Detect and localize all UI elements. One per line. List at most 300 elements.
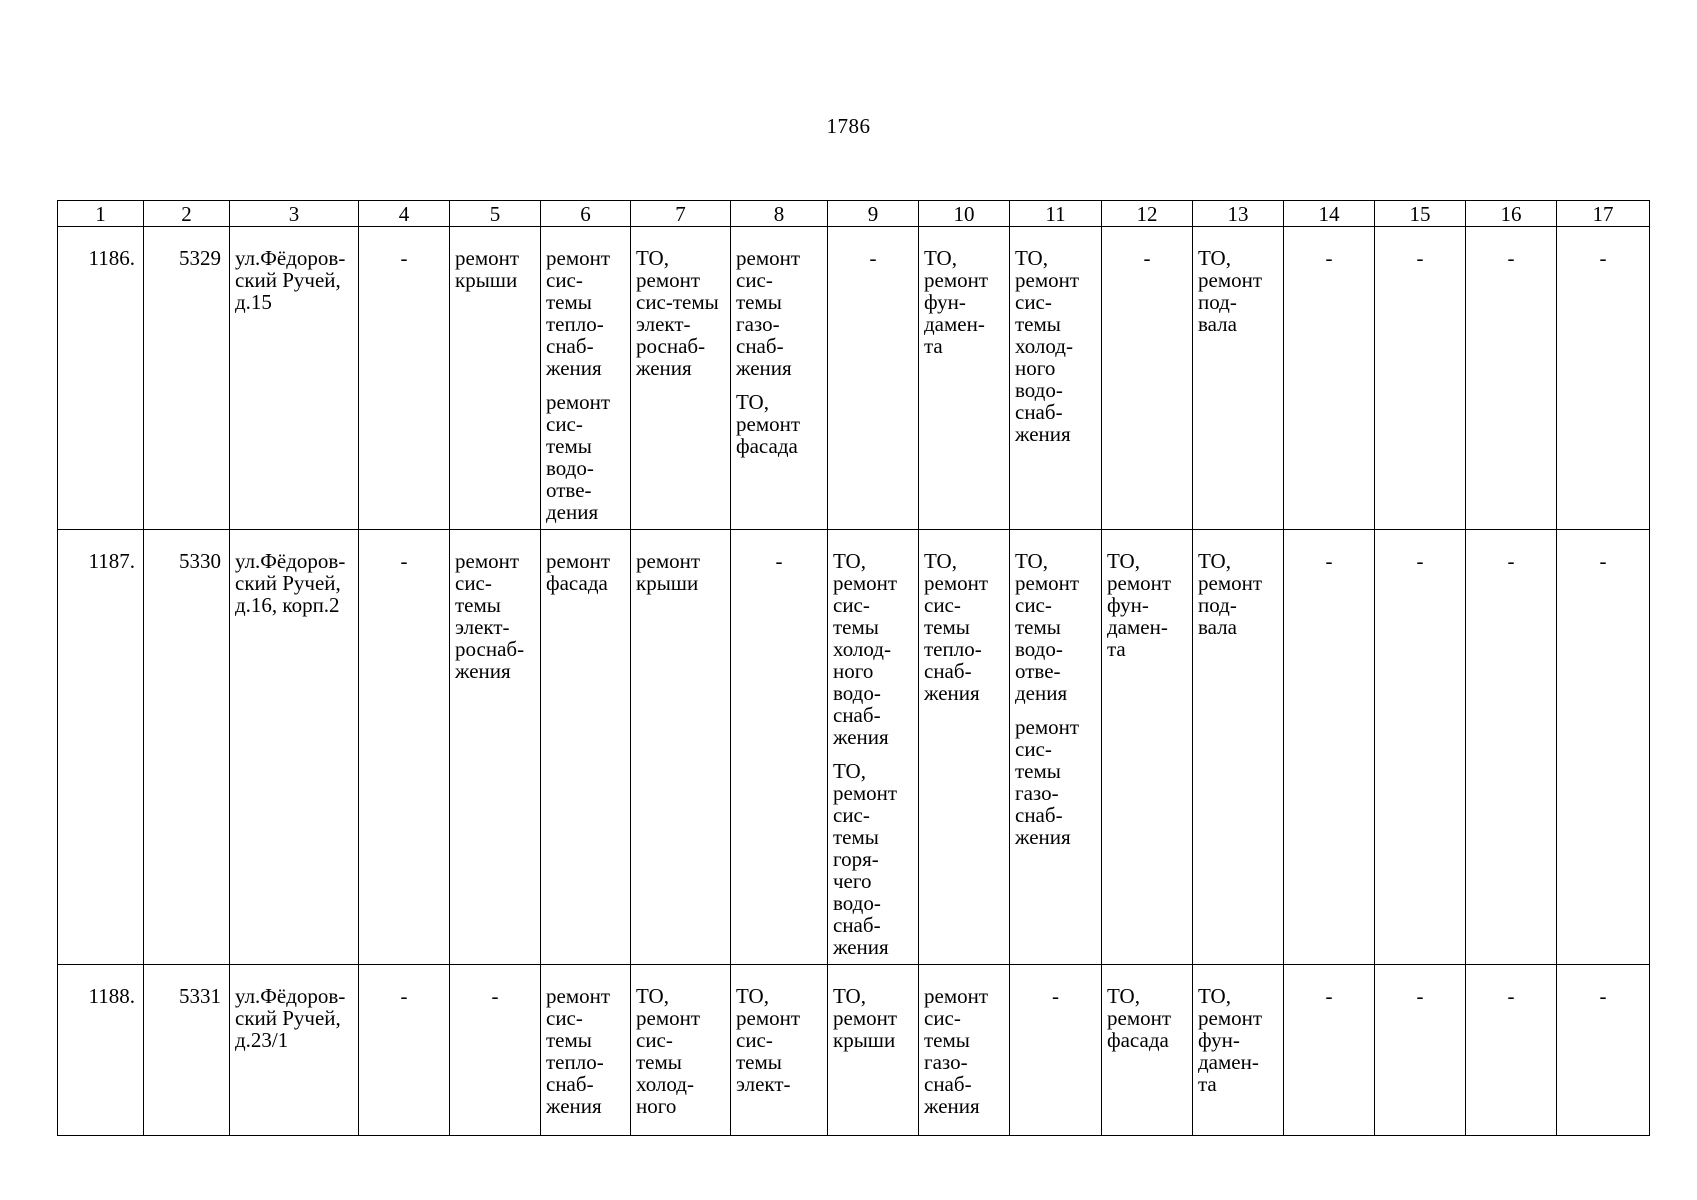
cell-text-line: ТО, (736, 390, 769, 414)
cell-text-line: д.16, корп.2 (235, 593, 340, 617)
cell-text-line: ТО, (636, 246, 669, 270)
cell-entry (450, 985, 540, 1007)
table-cell (919, 227, 1010, 530)
table-cell (1375, 965, 1466, 1136)
cell-text-line: - (400, 549, 408, 573)
cell-text-line: - (869, 246, 877, 270)
cell-entry (63, 985, 135, 1007)
table-cell (1375, 530, 1466, 965)
cell-text-line: ремонт (546, 390, 611, 414)
table-cell (1557, 965, 1650, 1136)
cell-text-line: снаб- (546, 1072, 594, 1096)
table-cell (1284, 227, 1375, 530)
cell-text-line: - (1599, 246, 1607, 270)
cell-text-line: снаб- (1015, 400, 1063, 424)
cell-entry (833, 550, 914, 748)
cell-text-line: снаб- (924, 659, 972, 683)
cell-text-line: водо- (1015, 378, 1063, 402)
cell-text-line: водо- (546, 456, 594, 480)
cell-text-line: темы (1015, 615, 1061, 639)
cell-text-line: сис- (1015, 290, 1052, 314)
cell-text-line: дамен- (1198, 1050, 1259, 1074)
cell-text-line: газо- (736, 312, 780, 336)
cell-text-line: дамен- (924, 312, 985, 336)
cell-text-line: сис- (924, 1006, 961, 1030)
cell-entry (546, 985, 626, 1117)
table-cell (1102, 530, 1193, 965)
column-number: 14 (1284, 201, 1375, 227)
cell-entry (924, 550, 1005, 704)
cell-text-line: ТО, (1198, 549, 1231, 573)
cell-text-line: ремонт (455, 549, 520, 573)
cell-text-line: 1188. (88, 984, 135, 1008)
table-cell (1375, 227, 1466, 530)
cell-entry (235, 247, 354, 313)
cell-entry (359, 550, 449, 572)
table-cell (731, 530, 828, 965)
cell-text-line: - (1325, 246, 1333, 270)
cell-entry (1466, 550, 1556, 572)
cell-text-line: - (400, 246, 408, 270)
table-cell (1284, 965, 1375, 1136)
cell-text-line: водо- (833, 891, 881, 915)
column-number: 16 (1466, 201, 1557, 227)
cell-text-line: темы (1015, 759, 1061, 783)
cell-text-line: тепло- (924, 637, 982, 661)
column-number: 2 (144, 201, 230, 227)
cell-text-line: - (1325, 984, 1333, 1008)
cell-text-line: ский Ручей, (235, 268, 341, 292)
cell-text-line: отве- (1015, 659, 1061, 683)
column-number: 9 (828, 201, 919, 227)
cell-text-line: ТО, (1198, 984, 1231, 1008)
table-cell (828, 530, 919, 965)
cell-entry (1015, 247, 1097, 445)
cell-text-line: - (1599, 549, 1607, 573)
cell-entry (1466, 985, 1556, 1007)
cell-text-line: дения (1015, 681, 1068, 705)
cell-text-line: сис- (636, 1028, 673, 1052)
cell-text-line: снаб- (736, 334, 784, 358)
table-cell (1102, 965, 1193, 1136)
cell-text-line: - (400, 984, 408, 1008)
cell-entry (731, 550, 827, 572)
page-number: 1786 (826, 114, 871, 138)
cell-text-line: снаб- (1015, 803, 1063, 827)
cell-text-line: под- (1198, 593, 1237, 617)
cell-text-line: вала (1198, 615, 1237, 639)
cell-text-line: вала (1198, 312, 1237, 336)
table-cell (359, 965, 450, 1136)
table-cell (58, 530, 144, 965)
cell-text-line: крыши (636, 571, 699, 595)
cell-text-line: дения (546, 500, 599, 524)
cell-entry (359, 985, 449, 1007)
cell-text-line: ремонт (1015, 268, 1080, 292)
cell-entry (63, 550, 135, 572)
cell-text-line: - (491, 984, 499, 1008)
cell-text-line: - (1507, 246, 1515, 270)
cell-text-line: крыши (833, 1028, 896, 1052)
cell-text-line: ремонт (546, 246, 611, 270)
column-number: 4 (359, 201, 450, 227)
cell-entry (636, 247, 726, 379)
cell-text-line: ного (636, 1094, 677, 1118)
column-number: 5 (450, 201, 541, 227)
cell-entry (1198, 985, 1279, 1095)
cell-text-line: ремонт (1198, 268, 1263, 292)
table-cell (631, 965, 731, 1136)
cell-text-line: - (1416, 246, 1424, 270)
cell-entry (828, 247, 918, 269)
cell-text-line: фасада (1107, 1028, 1169, 1052)
cell-text-line: - (775, 549, 783, 573)
column-number: 12 (1102, 201, 1193, 227)
table-cell (1284, 530, 1375, 965)
cell-entry (149, 247, 221, 269)
cell-text-line: ремонт (1198, 1006, 1263, 1030)
cell-text-line: под- (1198, 290, 1237, 314)
cell-text-line: ремонт (924, 984, 989, 1008)
cell-text-line: роснаб- (455, 637, 525, 661)
cell-entry (1375, 247, 1465, 269)
table-cell (731, 227, 828, 530)
cell-text-line: жения (833, 725, 889, 749)
cell-text-line: ТО, (1198, 246, 1231, 270)
table-row (58, 965, 1650, 1136)
cell-text-line: жения (924, 681, 980, 705)
cell-entry (1284, 550, 1374, 572)
cell-text-line: темы (924, 1028, 970, 1052)
table-cell (144, 227, 230, 530)
table-cell (450, 965, 541, 1136)
column-number: 8 (731, 201, 828, 227)
table-cell (919, 965, 1010, 1136)
table-cell (58, 965, 144, 1136)
table-cell (359, 530, 450, 965)
cell-entry (1557, 247, 1649, 269)
cell-text-line: жения (736, 356, 792, 380)
table-cell (450, 227, 541, 530)
table-cell (1466, 227, 1557, 530)
cell-text-line: сис- (833, 593, 870, 617)
cell-text-line: жения (455, 659, 511, 683)
cell-text-line: снаб- (546, 334, 594, 358)
cell-text-line: сис- (546, 268, 583, 292)
cell-text-line: та (1198, 1072, 1217, 1096)
table-cell (1466, 965, 1557, 1136)
column-number: 13 (1193, 201, 1284, 227)
cell-text-line: снаб- (833, 913, 881, 937)
cell-text-line: ремонт (736, 1006, 801, 1030)
cell-text-line: 5329 (179, 246, 221, 270)
cell-entry (1557, 985, 1649, 1007)
table-cell (1010, 227, 1102, 530)
cell-text-line: ремонт (1107, 571, 1172, 595)
column-number-row (58, 201, 1650, 227)
cell-text-line: ТО, (1015, 549, 1048, 573)
cell-text-line: ремонт (636, 1006, 701, 1030)
cell-text-line: ного (1015, 356, 1056, 380)
cell-text-line: фасада (546, 571, 608, 595)
cell-text-line: ский Ручей, (235, 571, 341, 595)
table-cell (58, 227, 144, 530)
cell-entry (1198, 247, 1279, 335)
cell-text-line: - (1416, 549, 1424, 573)
table-row (58, 530, 1650, 965)
cell-text-line: темы (546, 290, 592, 314)
cell-text-line: ремонт (636, 268, 701, 292)
column-number: 15 (1375, 201, 1466, 227)
table-cell (1010, 530, 1102, 965)
cell-text-line: 5330 (179, 549, 221, 573)
cell-text-line: - (1143, 246, 1151, 270)
cell-text-line: ТО, (736, 984, 769, 1008)
cell-text-line: 5331 (179, 984, 221, 1008)
column-number: 6 (541, 201, 631, 227)
column-number: 17 (1557, 201, 1650, 227)
column-number: 7 (631, 201, 731, 227)
cell-text-line: д.15 (235, 290, 272, 314)
cell-text-line: - (1507, 549, 1515, 573)
cell-text-line: ул.Фёдоров- (235, 984, 346, 1008)
cell-entry (546, 550, 626, 594)
cell-text-line: 1187. (88, 549, 135, 573)
cell-text-line: ремонт (924, 268, 989, 292)
cell-text-line: ремонт (924, 571, 989, 595)
cell-entry (924, 985, 1005, 1117)
cell-text-line: жения (924, 1094, 980, 1118)
cell-text-line: темы (455, 593, 501, 617)
cell-text-line: газо- (924, 1050, 968, 1074)
cell-text-line: сис- (546, 412, 583, 436)
cell-text-line: холод- (833, 637, 891, 661)
column-number: 1 (58, 201, 144, 227)
cell-text-line: сис- (924, 593, 961, 617)
cell-text-line: сис- (1015, 737, 1052, 761)
cell-text-line: элект- (455, 615, 510, 639)
cell-text-line: тепло- (546, 312, 604, 336)
cell-entry (235, 550, 354, 616)
cell-text-line: жения (1015, 825, 1071, 849)
cell-text-line: водо- (1015, 637, 1063, 661)
cell-text-line: ремонт (1015, 715, 1080, 739)
cell-text-line: сис- (1015, 593, 1052, 617)
table-cell (230, 530, 359, 965)
cell-entry (359, 247, 449, 269)
cell-text-line: жения (546, 356, 602, 380)
cell-text-line: ТО, (833, 549, 866, 573)
table-cell (1557, 227, 1650, 530)
cell-text-line: фун- (1198, 1028, 1240, 1052)
cell-text-line: газо- (1015, 781, 1059, 805)
cell-entry (149, 550, 221, 572)
cell-text-line: снаб- (924, 1072, 972, 1096)
table-cell (144, 530, 230, 965)
cell-entry (149, 985, 221, 1007)
cell-text-line: ремонт (1107, 1006, 1172, 1030)
cell-text-line: водо- (833, 681, 881, 705)
cell-entry (1107, 550, 1188, 660)
cell-text-line: ул.Фёдоров- (235, 246, 346, 270)
cell-entry (833, 985, 914, 1051)
cell-entry (1466, 247, 1556, 269)
cell-entry (1557, 550, 1649, 572)
cell-text-line: та (1107, 637, 1126, 661)
cell-text-line: ул.Фёдоров- (235, 549, 346, 573)
table-cell (1557, 530, 1650, 965)
cell-text-line: темы (546, 434, 592, 458)
cell-text-line: ТО, (636, 984, 669, 1008)
cell-text-line: снаб- (833, 703, 881, 727)
cell-text-line: темы (833, 825, 879, 849)
cell-entry (1375, 985, 1465, 1007)
cell-text-line: ремонт (1015, 571, 1080, 595)
cell-text-line: ский Ручей, (235, 1006, 341, 1030)
cell-text-line: элект- (636, 312, 691, 336)
table-cell (450, 530, 541, 965)
cell-text-line: горя- (833, 847, 879, 871)
cell-text-line: - (1507, 984, 1515, 1008)
table-cell (1010, 965, 1102, 1136)
cell-text-line: жения (636, 356, 692, 380)
cell-entry (736, 985, 823, 1095)
cell-text-line: фун- (924, 290, 966, 314)
cell-text-line: сис- (736, 268, 773, 292)
cell-text-line: ремонт (833, 781, 898, 805)
cell-text-line: та (924, 334, 943, 358)
cell-text-line: - (1052, 984, 1059, 1008)
cell-text-line: крыши (455, 268, 518, 292)
cell-entry (546, 391, 626, 523)
table-cell (230, 227, 359, 530)
column-number: 3 (230, 201, 359, 227)
cell-text-line: - (1599, 984, 1607, 1008)
cell-text-line: отве- (546, 478, 592, 502)
cell-text-line: 1186. (88, 246, 135, 270)
cell-text-line: сис- (546, 1006, 583, 1030)
cell-entry (1284, 985, 1374, 1007)
cell-text-line: темы (1015, 312, 1061, 336)
cell-text-line: ТО, (924, 246, 957, 270)
cell-entry (1102, 247, 1192, 269)
cell-text-line: ТО, (1107, 549, 1140, 573)
cell-text-line: жения (546, 1094, 602, 1118)
cell-entry (636, 550, 726, 594)
cell-entry (235, 985, 354, 1051)
cell-text-line: чего (833, 869, 872, 893)
cell-entry (1010, 985, 1101, 1007)
cell-text-line: ремонт (636, 549, 701, 573)
cell-text-line: темы (636, 1050, 682, 1074)
cell-entry (455, 550, 536, 682)
column-number: 11 (1010, 201, 1102, 227)
cell-text-line: темы (736, 290, 782, 314)
cell-text-line: - (1325, 549, 1333, 573)
cell-text-line: фун- (1107, 593, 1149, 617)
cell-text-line: ТО, (1015, 246, 1048, 270)
table-cell (731, 965, 828, 1136)
cell-text-line: ремонт (546, 549, 611, 573)
cell-text-line: сис- (455, 571, 492, 595)
cell-entry (1375, 550, 1465, 572)
table-cell (828, 227, 919, 530)
cell-text-line: сис- (736, 1028, 773, 1052)
table-cell (1102, 227, 1193, 530)
cell-text-line: ремонт (736, 246, 801, 270)
cell-entry (1015, 716, 1097, 848)
cell-text-line: ного (833, 659, 874, 683)
table-cell (631, 530, 731, 965)
cell-text-line: элект- (736, 1072, 791, 1096)
cell-text-line: темы (546, 1028, 592, 1052)
table-cell (541, 530, 631, 965)
cell-text-line: ТО, (924, 549, 957, 573)
cell-text-line: холод- (1015, 334, 1073, 358)
table-cell (631, 227, 731, 530)
cell-text-line: темы (924, 615, 970, 639)
cell-text-line: ремонт (455, 246, 520, 270)
table-cell (919, 530, 1010, 965)
cell-entry (1284, 247, 1374, 269)
cell-text-line: жения (833, 935, 889, 959)
cell-entry (1015, 550, 1097, 704)
cell-entry (1198, 550, 1279, 638)
table-cell (828, 965, 919, 1136)
cell-text-line: д.23/1 (235, 1028, 289, 1052)
table-cell (541, 227, 631, 530)
table-row (58, 227, 1650, 530)
cell-text-line: ремонт (546, 984, 611, 1008)
table-cell (230, 965, 359, 1136)
cell-text-line: жения (1015, 422, 1071, 446)
cell-entry (636, 985, 726, 1117)
cell-text-line: сис- (833, 803, 870, 827)
cell-entry (455, 247, 536, 291)
cell-text-line: ремонт (736, 412, 801, 436)
cell-entry (63, 247, 135, 269)
table-cell (359, 227, 450, 530)
cell-text-line: ремонт (833, 1006, 898, 1030)
table-cell (1466, 530, 1557, 965)
cell-text-line: ремонт (833, 571, 898, 595)
cell-text-line: темы (736, 1050, 782, 1074)
cell-text-line: тепло- (546, 1050, 604, 1074)
cell-text-line: ТО, (833, 984, 866, 1008)
cell-entry (924, 247, 1005, 357)
table-cell (1193, 530, 1284, 965)
column-number: 10 (919, 201, 1010, 227)
cell-text-line: темы (833, 615, 879, 639)
cell-text-line: роснаб- (636, 334, 706, 358)
table-cell (1193, 965, 1284, 1136)
cell-text-line: сис-темы (636, 290, 719, 314)
cell-text-line: фасада (736, 434, 798, 458)
works-table (57, 200, 1650, 1136)
table-cell (541, 965, 631, 1136)
cell-entry (546, 247, 626, 379)
cell-entry (736, 247, 823, 379)
cell-text-line: ремонт (1198, 571, 1263, 595)
cell-text-line: - (1416, 984, 1424, 1008)
cell-text-line: холод- (636, 1072, 694, 1096)
table-cell (1193, 227, 1284, 530)
cell-text-line: дамен- (1107, 615, 1168, 639)
cell-text-line: ТО, (833, 759, 866, 783)
cell-entry (1107, 985, 1188, 1051)
cell-text-line: ТО, (1107, 984, 1140, 1008)
table-cell (144, 965, 230, 1136)
